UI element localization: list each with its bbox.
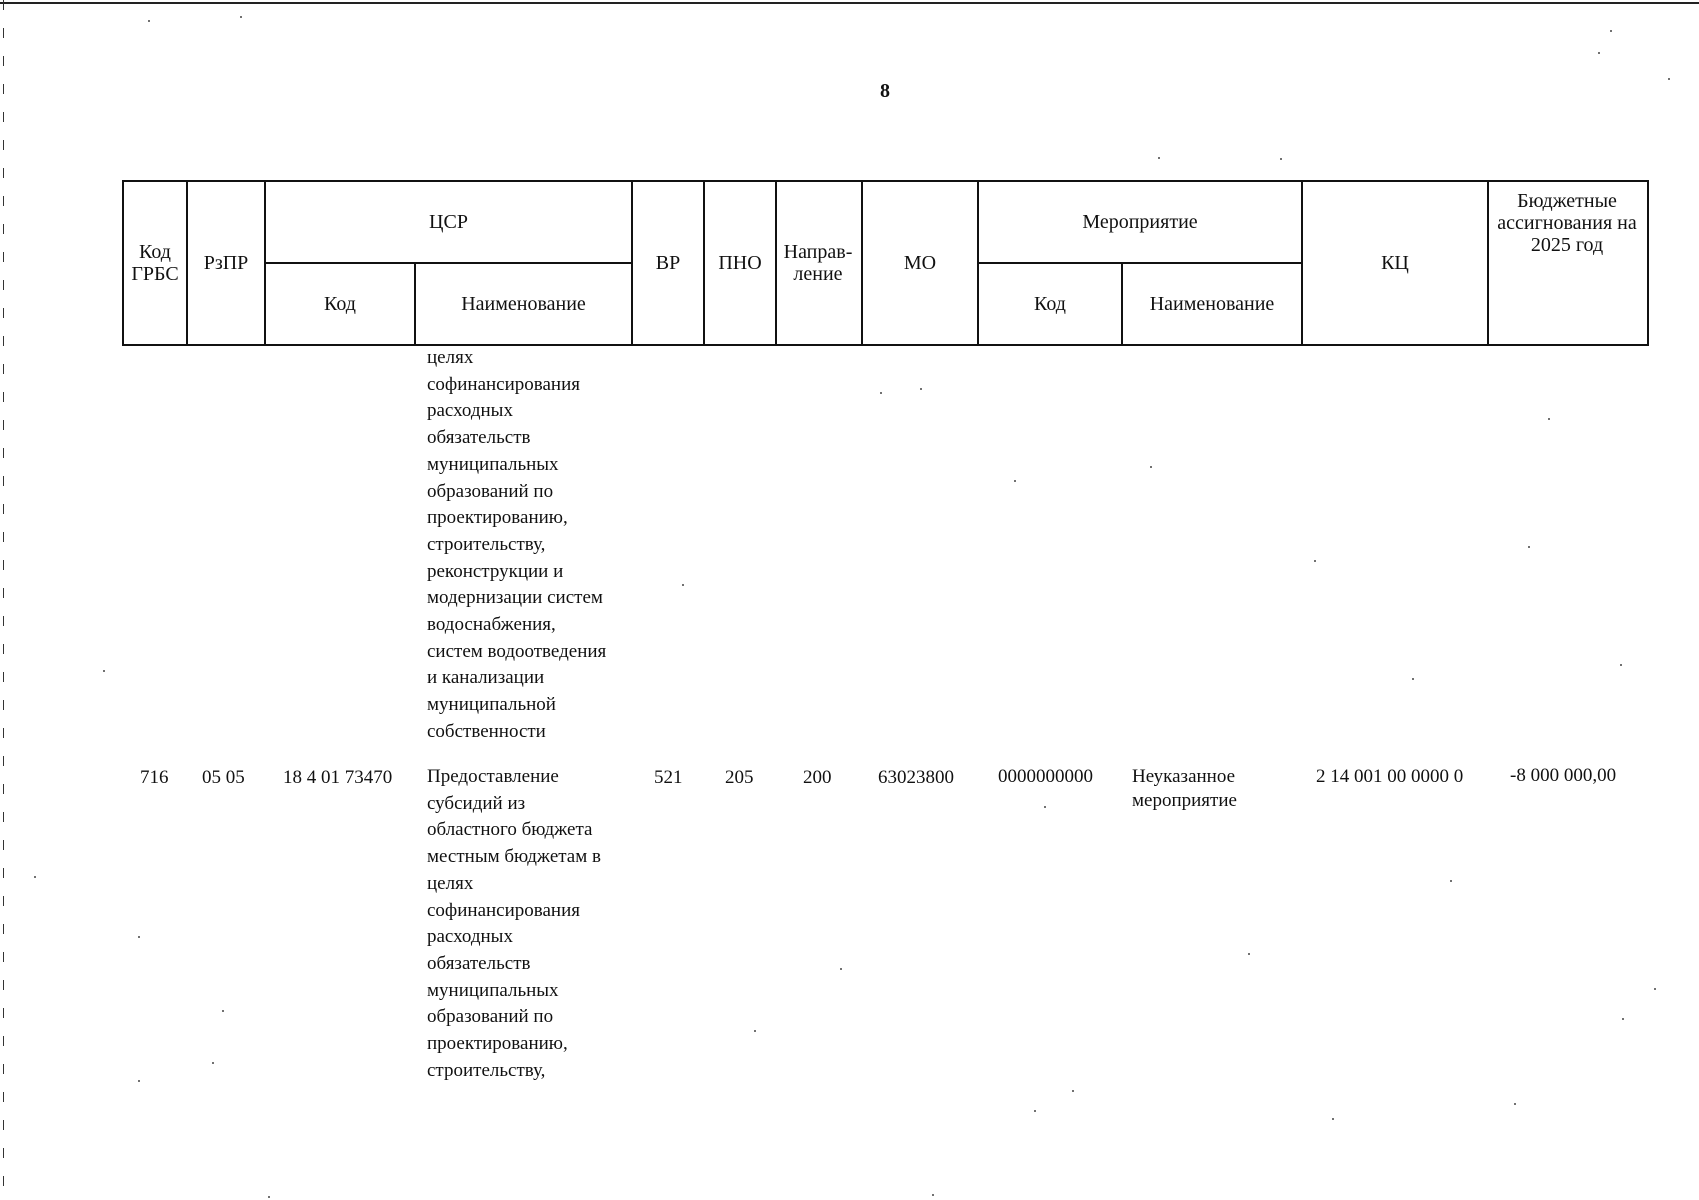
scan-speck	[1548, 418, 1550, 420]
scan-speck	[1622, 1018, 1624, 1020]
text-line: расходных	[427, 400, 513, 422]
divider	[775, 182, 777, 344]
scan-speck	[1514, 1103, 1516, 1105]
scan-speck	[148, 20, 150, 22]
scan-speck	[920, 388, 922, 390]
continued-name-text	[427, 345, 627, 746]
text-line: образований по	[427, 1006, 554, 1028]
header-mo: МО	[903, 252, 937, 274]
scan-speck	[1150, 466, 1152, 468]
scan-speck	[1610, 30, 1612, 32]
header-csr-name: Наименование	[461, 293, 586, 315]
cell-kod-grbs: 716	[140, 767, 169, 788]
scan-speck	[1654, 988, 1656, 990]
scan-speck	[840, 968, 842, 970]
cell-pno: 205	[725, 767, 754, 788]
text-line: реконструкции и	[427, 560, 564, 582]
cell-rzpr: 05 05	[202, 767, 245, 788]
header-budget: Бюджетные ассигнования на 2025 год	[1497, 190, 1637, 256]
text-line: Предоставление	[427, 766, 559, 787]
text-line: муниципальной	[427, 694, 556, 716]
scan-speck	[1412, 678, 1414, 680]
text-line: расходных	[427, 926, 513, 948]
scan-speck	[222, 1010, 224, 1012]
scan-speck	[1044, 806, 1046, 808]
left-binding-marks	[3, 0, 4, 1200]
cell-mer-name: Неуказанное мероприятие	[1132, 766, 1237, 811]
text-line: проектированию,	[427, 1033, 568, 1055]
text-line: систем водоотведения	[427, 640, 607, 662]
text-line: строительству,	[427, 533, 546, 555]
text-line: муниципальных	[427, 453, 559, 475]
cell-napravlenie: 200	[803, 767, 832, 788]
text-line: субсидий из	[427, 792, 526, 814]
scan-speck	[1450, 880, 1452, 882]
header-rzpr: РзПР	[203, 252, 249, 274]
text-line: целях	[427, 347, 474, 368]
scan-speck	[1314, 560, 1316, 562]
scan-speck	[1034, 1110, 1036, 1112]
scan-speck	[240, 16, 242, 18]
cell-vr: 521	[654, 767, 683, 788]
scan-speck	[138, 936, 140, 938]
header-pno: ПНО	[718, 252, 762, 274]
header-napravlenie: Направ-ление	[783, 241, 853, 285]
scan-speck	[1014, 480, 1016, 482]
text-line: областного бюджета	[427, 819, 593, 841]
text-line: софинансирования	[427, 899, 581, 921]
scan-speck	[212, 1062, 214, 1064]
header-mer-name: Наименование	[1149, 293, 1275, 315]
text-line: образований по	[427, 480, 554, 502]
scan-speck	[1620, 664, 1622, 666]
text-line: и канализации	[427, 667, 545, 689]
cell-csr-kod: 18 4 01 73470	[283, 767, 393, 788]
scan-speck	[1158, 157, 1160, 159]
text-line: местным бюджетам в	[427, 846, 601, 868]
scan-speck	[138, 1080, 140, 1082]
text-line: софинансирования	[427, 373, 581, 395]
cell-budget: -8 000 000,00	[1510, 765, 1617, 786]
header-meropriyatie: Мероприятие	[1082, 211, 1198, 233]
cell-mer-kod: 0000000000	[998, 766, 1093, 787]
page-number: 8	[880, 80, 890, 102]
header-mer-kod: Код	[1034, 293, 1066, 315]
text-line: муниципальных	[427, 979, 559, 1001]
scan-speck	[1248, 953, 1250, 955]
table-header	[122, 180, 1649, 346]
cell-csr-name	[427, 764, 627, 1084]
scan-speck	[1072, 1090, 1074, 1092]
text-line: проектированию,	[427, 507, 568, 529]
scan-speck	[682, 584, 684, 586]
header-csr: ЦСР	[429, 211, 468, 233]
header-kod-grbs: Код ГРБС	[131, 241, 179, 285]
text-line: водоснабжения,	[427, 614, 556, 636]
text-line: модернизации систем	[427, 587, 603, 609]
scan-speck	[1598, 52, 1600, 54]
scan-speck	[1280, 158, 1282, 160]
scan-speck	[1332, 1118, 1334, 1120]
scan-speck	[880, 392, 882, 394]
divider	[1487, 182, 1489, 344]
text-line: строительству,	[427, 1059, 546, 1081]
cell-mo: 63023800	[878, 767, 954, 788]
cell-kc: 2 14 001 00 0000 0	[1316, 766, 1464, 787]
scan-speck	[1528, 546, 1530, 548]
scan-speck	[1668, 78, 1670, 80]
scan-speck	[932, 1194, 934, 1196]
scan-speck	[268, 1196, 270, 1198]
header-vr: ВР	[655, 252, 681, 274]
scan-speck	[103, 670, 105, 672]
top-border-line	[0, 2, 1699, 4]
scan-speck	[754, 1030, 756, 1032]
header-kc: КЦ	[1381, 252, 1409, 274]
text-line: обязательств	[427, 427, 531, 449]
text-line: целях	[427, 872, 474, 894]
text-line: обязательств	[427, 952, 531, 974]
text-line: собственности	[427, 720, 546, 742]
scan-speck	[34, 876, 36, 878]
header-csr-kod: Код	[324, 293, 356, 315]
